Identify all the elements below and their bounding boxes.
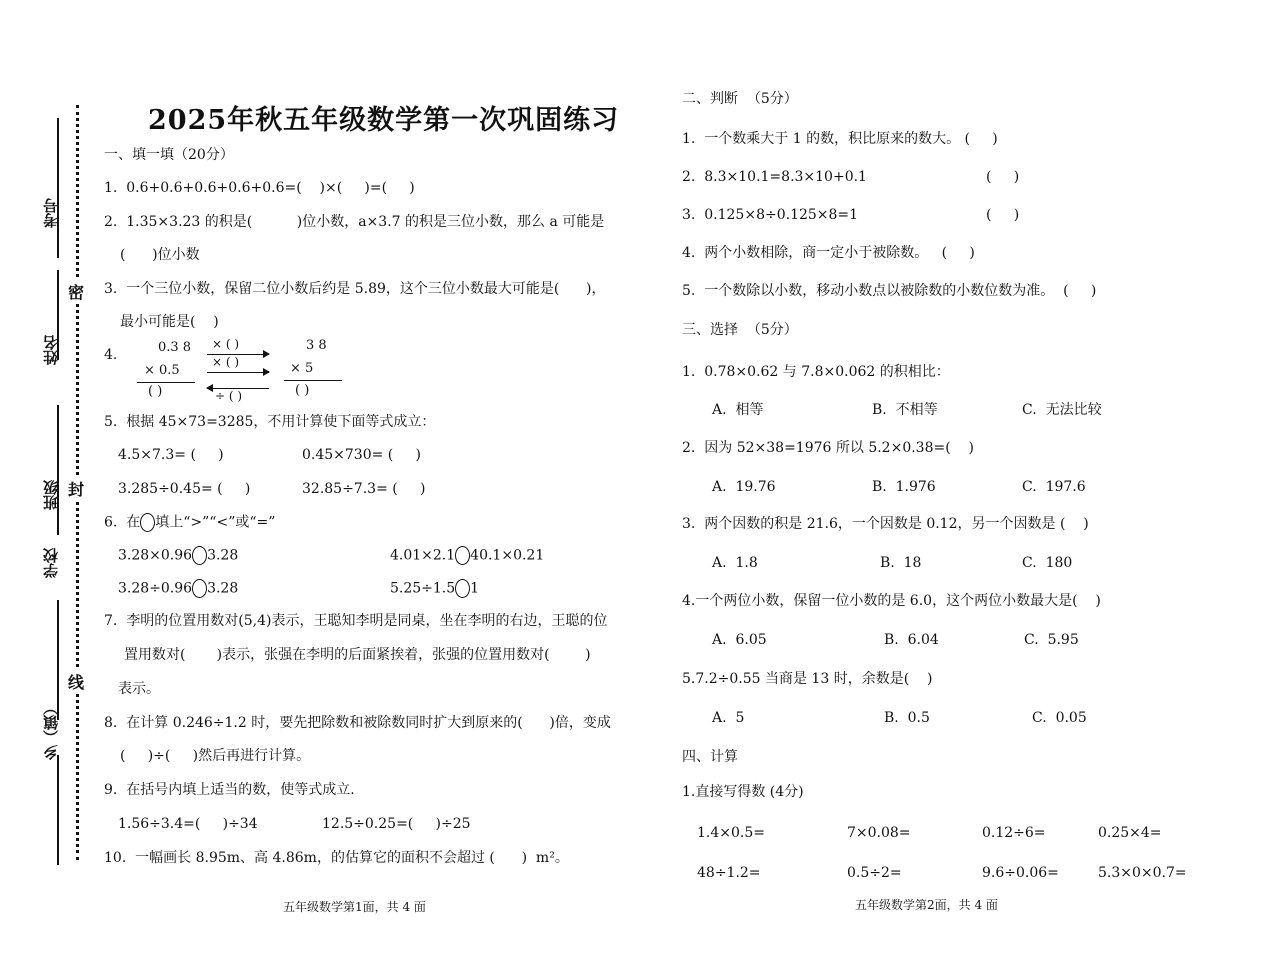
text: 3.28÷0.96 xyxy=(118,580,193,597)
vertical-calc: 0.3 8 xyxy=(158,340,192,355)
vertical-calc: ( ) xyxy=(295,383,310,398)
choice-option: A. 6.05 xyxy=(712,632,767,648)
text: 40.1×0.21 xyxy=(470,547,545,564)
sub-question: 1.56÷3.4=( )÷34 xyxy=(118,816,258,832)
exam-number-label: 考号 xyxy=(42,198,60,228)
sub-question: 12.5÷0.25=( )÷25 xyxy=(322,816,471,832)
answer-brackets: ( ) xyxy=(986,207,1020,223)
sub-question: 4.5×7.3= ( ) xyxy=(118,447,224,463)
calc-item: 9.6÷0.06= xyxy=(982,865,1059,881)
calc-item: 7×0.08= xyxy=(847,825,911,841)
calc-item: 5.3×0×0.7= xyxy=(1098,865,1187,881)
text: 1 xyxy=(470,580,480,597)
choice-question: 4.一个两位小数，保留一位小数的是 6.0，这个两位小数最大是( ) xyxy=(682,593,1101,609)
question: 表示。 xyxy=(118,681,160,697)
judgement-item: 2. 8.3×10.1=8.3×10+0.1 xyxy=(682,169,867,185)
judgement-item: 5. 一个数除以小数，移动小数点以被除数的小数位数为准。 ( ) xyxy=(682,283,1097,299)
question: 8. 在计算 0.246÷1.2 时，要先把除数和被除数同时扩大到原来的( )倍，变成 xyxy=(104,715,611,731)
vertical-calc: × 5 xyxy=(290,361,314,376)
page-title: 2025年秋五年级数学第一次巩固练习 xyxy=(148,105,620,136)
calc-item: 1.4×0.5= xyxy=(697,825,765,841)
text: 3.28 xyxy=(207,580,239,597)
choice-option: A. 1.8 xyxy=(712,555,758,571)
choice-question: 5.7.2÷0.55 当商是 13 时，余数是( ) xyxy=(682,671,933,687)
choice-option: C. 无法比较 xyxy=(1022,402,1102,418)
question: 2. 1.35×3.23 的积是( )位小数，a×3.7 的积是三位小数，那么 a 可能是 xyxy=(104,214,605,230)
arrow-label: ÷ ( ) xyxy=(215,389,243,403)
question: 1. 0.6+0.6+0.6+0.6+0.6=( )×( )=( ) xyxy=(104,180,415,196)
choice-option: A. 5 xyxy=(712,710,745,726)
calc-line xyxy=(284,380,342,381)
sub-heading: 1.直接写得数 (4分) xyxy=(682,784,804,800)
compare-circle[interactable] xyxy=(455,579,470,598)
calc-item: 48÷1.2= xyxy=(697,865,761,881)
question xyxy=(104,513,275,532)
seal-char: 线 xyxy=(68,670,84,693)
question: 5. 根据 45×73=3285，不用计算使下面等式成立： xyxy=(104,414,436,430)
question-number: 4. xyxy=(104,347,118,363)
choice-option: C. 180 xyxy=(1022,555,1073,571)
name-label: 姓名 xyxy=(42,335,60,365)
sub-question xyxy=(118,579,238,598)
choice-option: B. 0.5 xyxy=(884,710,930,726)
binding-line xyxy=(57,118,59,258)
calc-item: 0.25×4= xyxy=(1098,825,1162,841)
vertical-calc: × 0.5 xyxy=(144,363,180,378)
question: 10. 一幅画长 8.95m、高 4.86m，的估算它的面积不会超过 ( ) m²。 xyxy=(104,850,569,866)
page-footer: 五年级数学第1面，共 4 面 xyxy=(283,900,426,914)
text: 5.25÷1.5 xyxy=(390,580,456,597)
arrow-label: × ( ) xyxy=(212,355,240,369)
judgement-item: 4. 两个小数相除，商一定小于被除数。 ( ) xyxy=(682,245,975,261)
vertical-calc: ( ) xyxy=(148,384,163,399)
question: 置用数对( )表示，张强在李明的后面紧挨着，张强的位置用数对( ) xyxy=(124,647,591,663)
choice-option: B. 不相等 xyxy=(872,402,938,418)
section-heading: 二、判断 （5分） xyxy=(682,91,798,107)
text: 3.28×0.96 xyxy=(118,547,193,564)
sub-question xyxy=(390,546,544,565)
section-heading: 四、计算 xyxy=(682,749,738,765)
calc-item: 0.12÷6= xyxy=(982,825,1046,841)
compare-circle[interactable] xyxy=(455,546,470,565)
sub-question: 32.85÷7.3= ( ) xyxy=(302,481,426,497)
right-arrow-icon xyxy=(207,372,269,373)
compare-circle[interactable] xyxy=(192,579,207,598)
vertical-calc: 3 8 xyxy=(306,338,327,353)
binding-line xyxy=(57,755,59,865)
text: 6. 在 xyxy=(104,514,141,531)
question: 7. 李明的位置用数对(5,4)表示，王聪知李明是同桌，坐在李明的右边，王聪的位 xyxy=(104,613,608,629)
choice-option: C. 5.95 xyxy=(1024,632,1079,648)
calc-line xyxy=(137,382,195,383)
text: 3.28 xyxy=(207,547,239,564)
choice-question: 3. 两个因数的积是 21.6，一个因数是 0.12，另一个因数是 ( ) xyxy=(682,516,1089,532)
class-label: 班级 xyxy=(42,480,60,510)
school-label: 学校 xyxy=(42,548,60,578)
binding-line xyxy=(57,405,59,535)
circle-icon xyxy=(140,513,155,532)
choice-option: A. 19.76 xyxy=(712,479,776,495)
seal-char: 封 xyxy=(68,477,84,500)
sub-question: 3.285÷0.45= ( ) xyxy=(118,481,251,497)
township-label: 乡（镇） xyxy=(42,700,60,760)
choice-option: B. 6.04 xyxy=(884,632,939,648)
choice-option: B. 1.976 xyxy=(872,479,936,495)
choice-question: 2. 因为 52×38=1976 所以 5.2×0.38=( ) xyxy=(682,440,974,456)
choice-option: C. 197.6 xyxy=(1022,479,1086,495)
choice-option: B. 18 xyxy=(880,555,922,571)
sub-question: 0.45×730= ( ) xyxy=(302,447,421,463)
choice-question: 1. 0.78×0.62 与 7.8×0.062 的积相比： xyxy=(682,364,950,380)
question: 9. 在括号内填上适当的数，使等式成立. xyxy=(104,782,355,798)
text: 填上“>”“<”或“=” xyxy=(155,514,276,531)
question: ( )位小数 xyxy=(120,247,200,263)
arrow-label: × ( ) xyxy=(212,337,240,351)
answer-brackets: ( ) xyxy=(986,169,1020,185)
seal-char: 密 xyxy=(68,280,84,303)
compare-circle[interactable] xyxy=(192,546,207,565)
judgement-item: 3. 0.125×8÷0.125×8=1 xyxy=(682,207,859,223)
question: 最小可能是( ) xyxy=(120,314,219,330)
choice-option: C. 0.05 xyxy=(1032,710,1087,726)
question: 3. 一个三位小数，保留二位小数后约是 5.89，这个三位小数最大可能是( )， xyxy=(104,281,606,297)
calc-item: 0.5÷2= xyxy=(847,865,902,881)
text: 4.01×2.1 xyxy=(390,547,456,564)
page-footer: 五年级数学第2面，共 4 面 xyxy=(855,898,998,912)
sub-question xyxy=(390,579,479,598)
choice-option: A. 相等 xyxy=(712,402,764,418)
section-heading: 一、填一填（20分） xyxy=(104,147,234,163)
sub-question xyxy=(118,546,238,565)
judgement-item: 1. 一个数乘大于 1 的数，积比原来的数大。 ( ) xyxy=(682,131,998,147)
section-heading: 三、选择 （5分） xyxy=(682,322,798,338)
question: ( )÷( )然后再进行计算。 xyxy=(120,748,311,764)
